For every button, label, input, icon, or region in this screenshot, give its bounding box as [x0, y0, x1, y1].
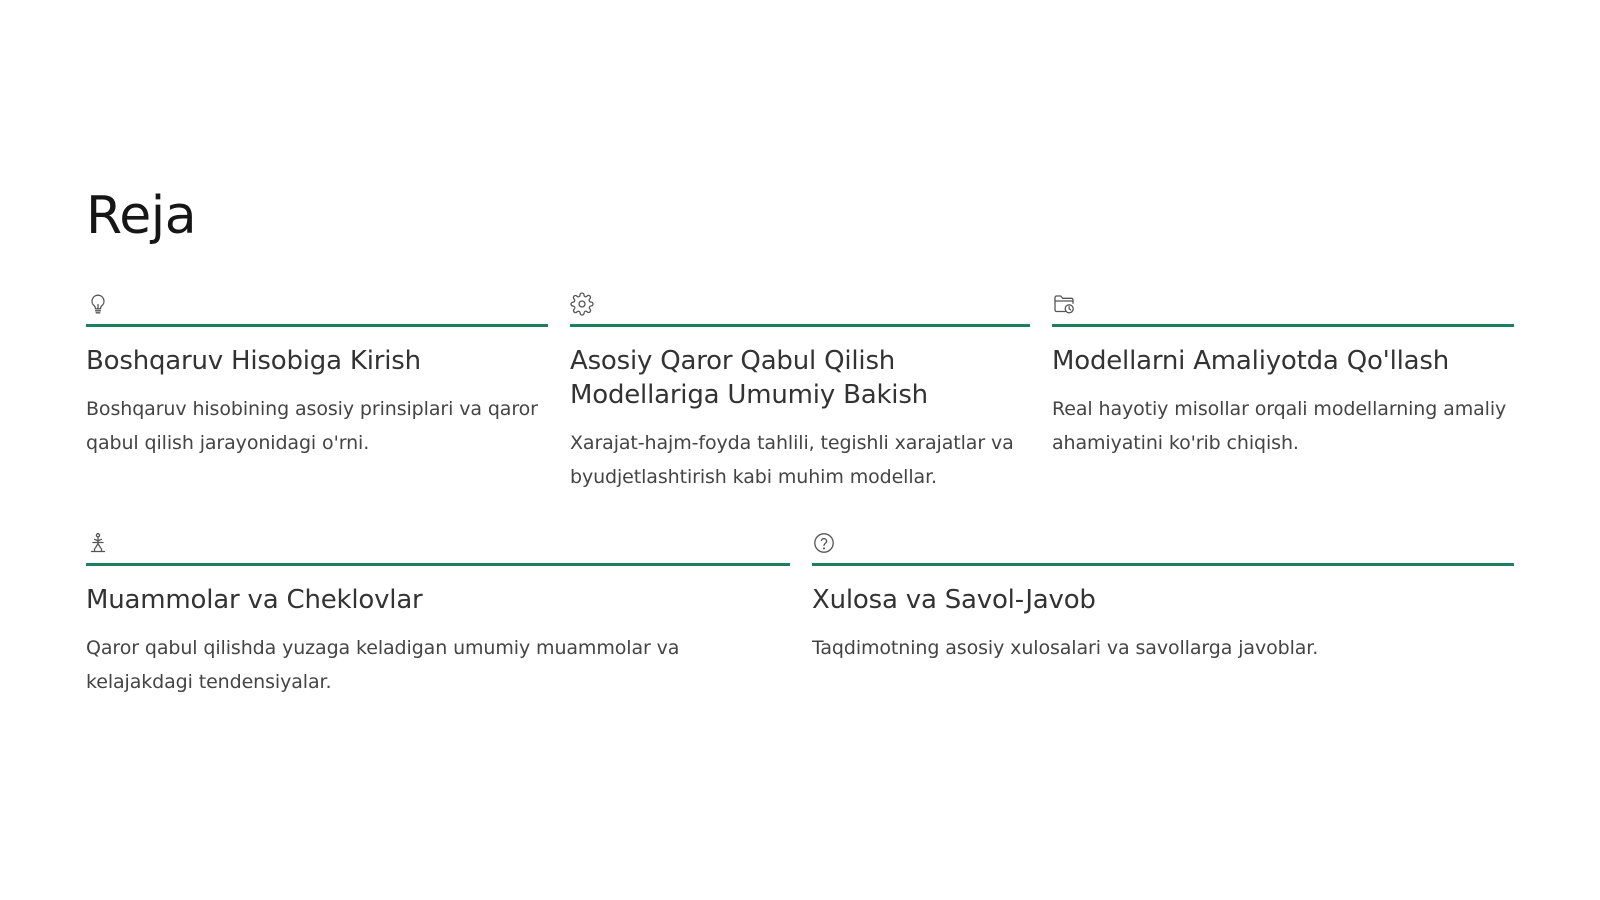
question-circle-icon — [812, 531, 836, 555]
agenda-item-3 — [1052, 290, 1514, 460]
agenda-item-1 — [86, 290, 548, 460]
agenda-item-2 — [570, 290, 1030, 494]
agenda-item-title: Boshqaruv Hisobiga Kirish — [86, 346, 421, 376]
agenda-item-description: Taqdimotning asosiy xulosalari va savollarga javoblar. — [812, 637, 1319, 659]
figure-obstacle-icon — [86, 531, 110, 555]
folder-clock-icon — [1052, 292, 1076, 316]
agenda-item-description: Xarajat-hajm-foyda tahlili, tegishli xarajatlar va byudjetlashtirish kabi muhim modellar. — [570, 432, 1014, 488]
agenda-item-title: Modellarni Amaliyotda Qo'llash — [1052, 346, 1450, 376]
agenda-item-description: Qaror qabul qilishda yuzaga keladigan umumiy muammolar va kelajakdagi tendensiyalar. — [86, 637, 680, 693]
agenda-item-header — [570, 290, 1030, 327]
agenda-item-title: Muammolar va Cheklovlar — [86, 585, 423, 615]
agenda-item-header — [86, 290, 548, 327]
agenda-item-header — [1052, 290, 1514, 327]
agenda-item-title: Xulosa va Savol-Javob — [812, 585, 1096, 615]
agenda-item-title: Asosiy Qaror Qabul Qilish Modellariga Umumiy Bakish — [570, 346, 928, 410]
agenda-item-header — [812, 529, 1514, 566]
agenda-item-header — [86, 529, 790, 566]
gear-icon — [570, 292, 594, 316]
agenda-item-description: Boshqaruv hisobining asosiy prinsiplari va qaror qabul qilish jarayonidagi o'rni. — [86, 398, 538, 454]
agenda-item-5 — [812, 529, 1514, 665]
agenda-item-description: Real hayotiy misollar orqali modellarning amaliy ahamiyatini ko'rib chiqish. — [1052, 398, 1507, 454]
agenda-item-4 — [86, 529, 790, 699]
page-title: Reja — [86, 186, 197, 246]
lightbulb-icon — [86, 292, 110, 316]
